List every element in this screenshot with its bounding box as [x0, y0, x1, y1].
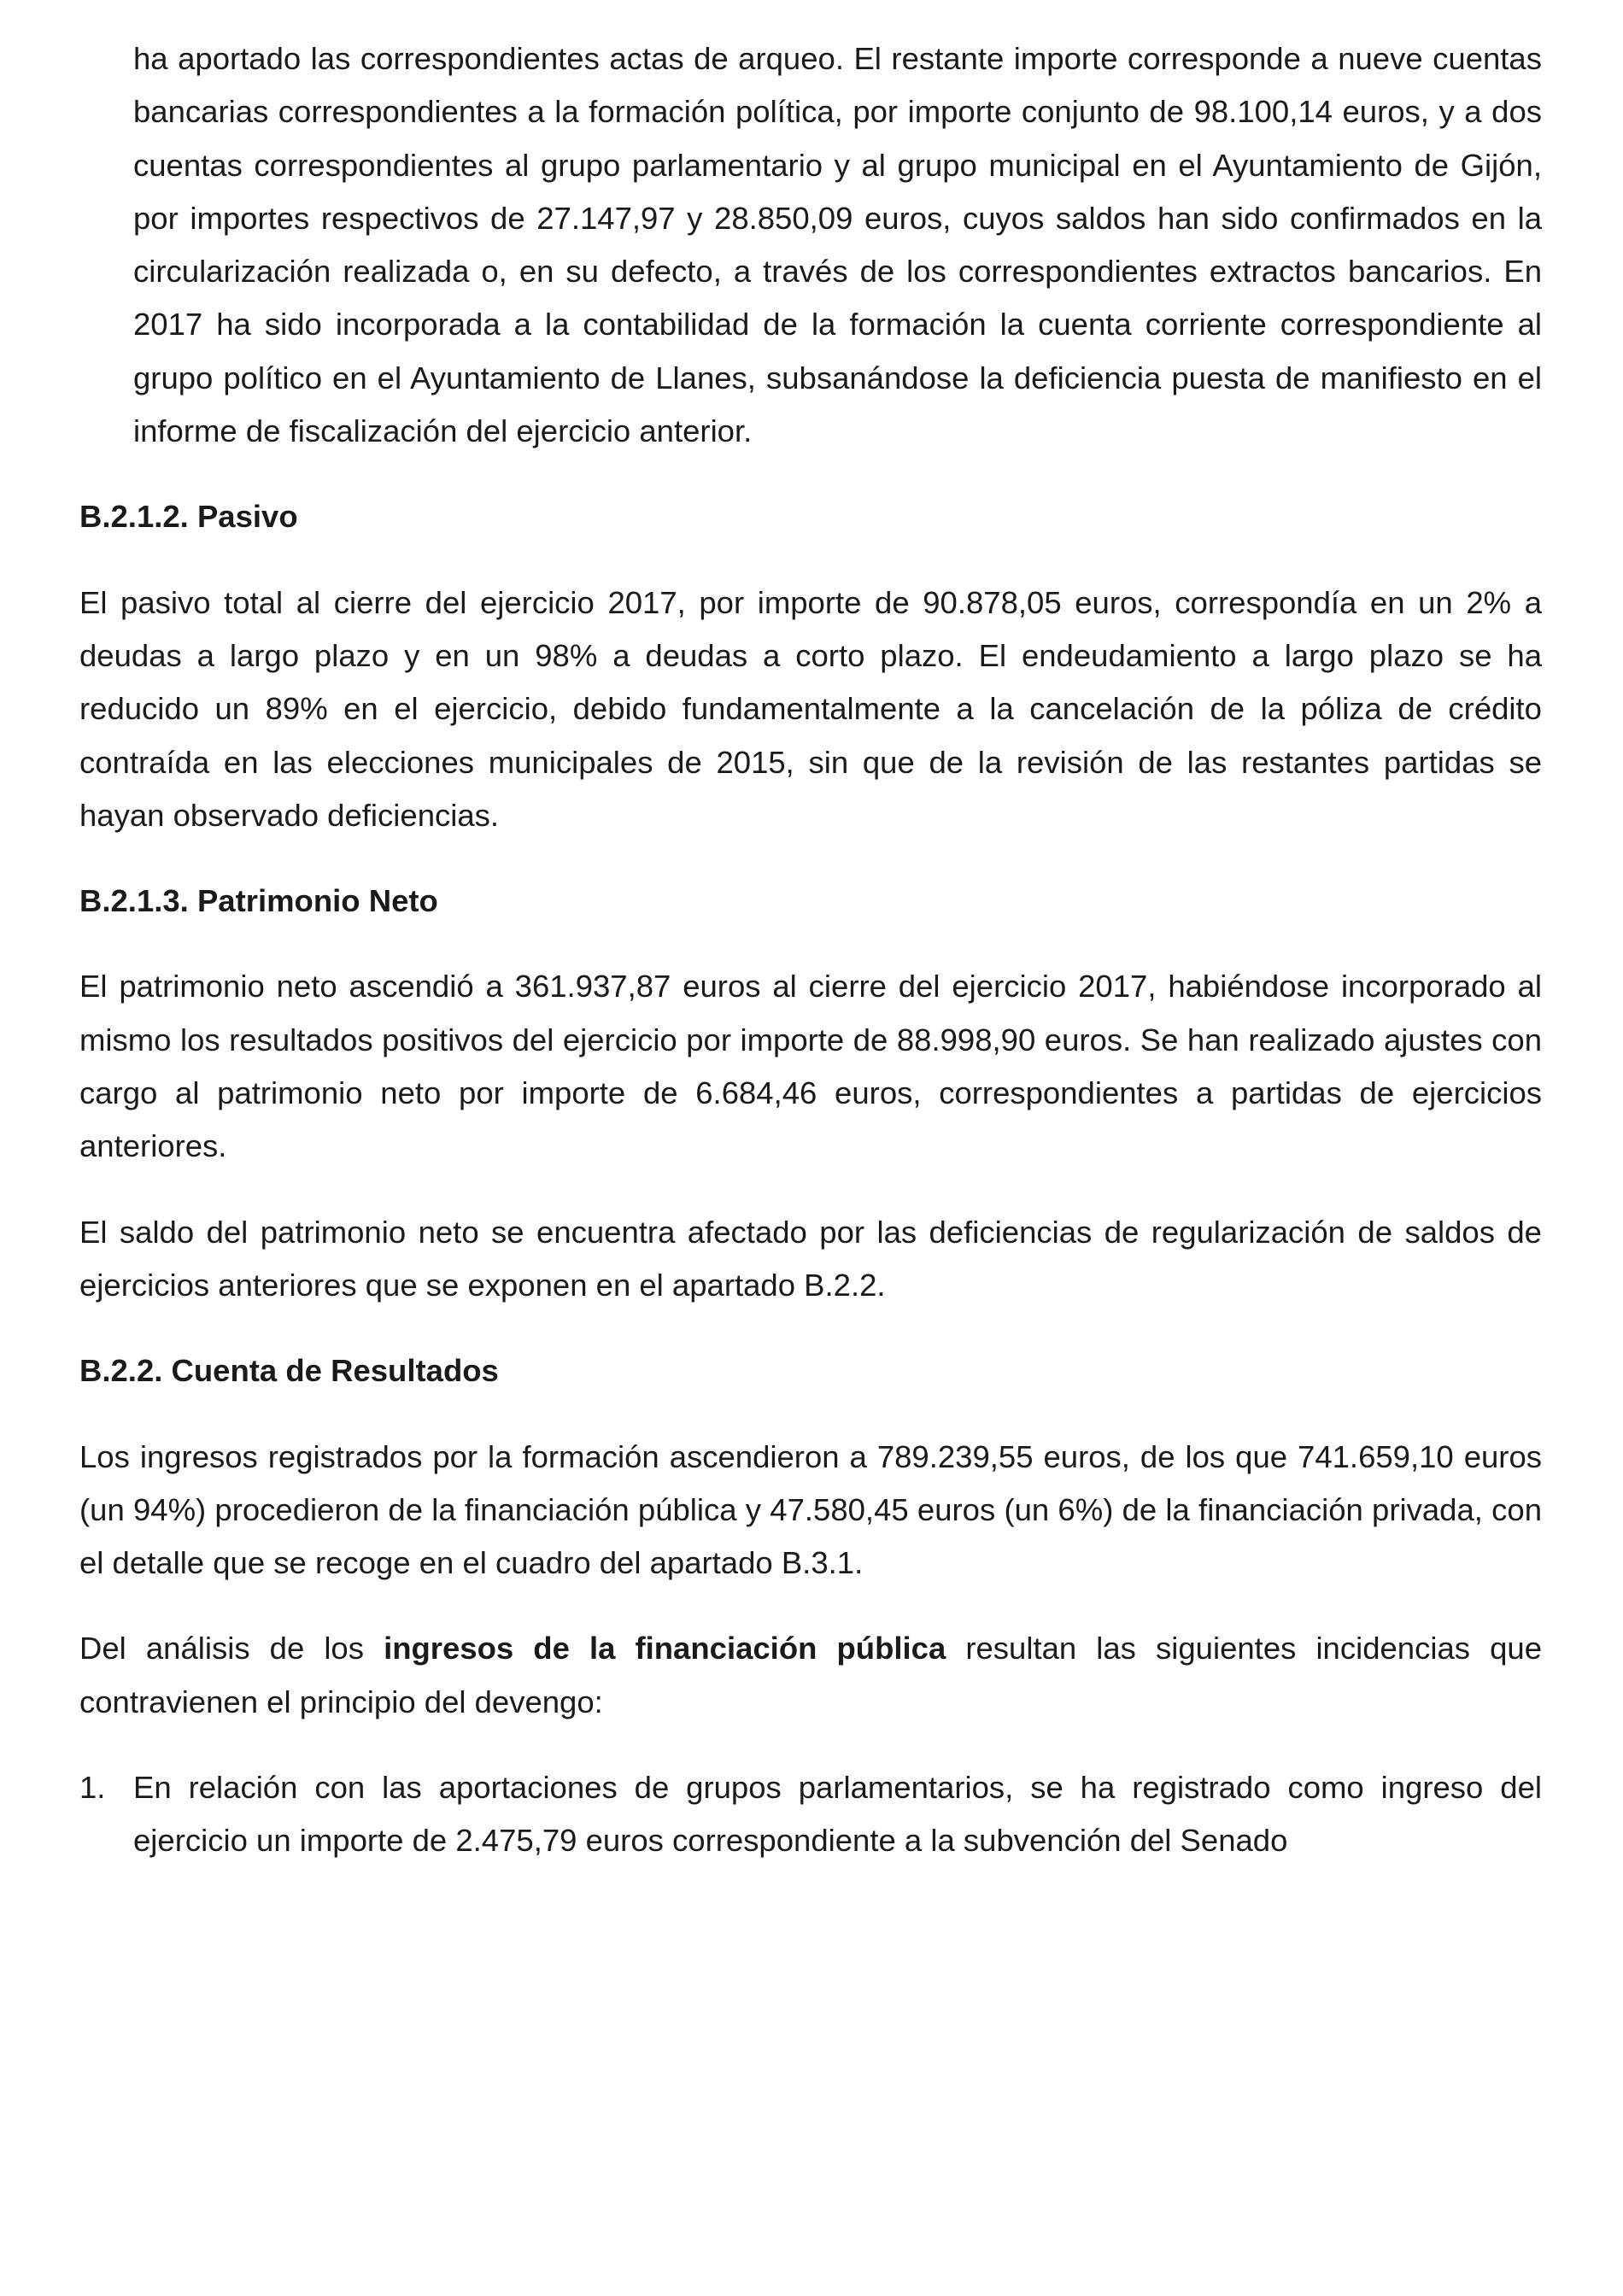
- heading-pasivo: B.2.1.2. Pasivo: [79, 499, 298, 535]
- intro-paragraph: ha aportado las correspondientes actas de arqueo. El restante importe corresponde a nueve cuentas bancarias correspondientes a la formación política, por importe conjunto de 98.100,14 euros, y a dos cuentas correspondientes al grupo parlamentario y al grupo municipal en el Ayuntamiento de Gijón, por importes respectivos de 27.147,97 y 28.850,09 euros, cuyos saldos han sido confirmados en la circularización realizada o, en su defecto, a través de los correspondientes extractos bancarios. En 2017 ha sido incorporada a la contabilidad de la formación la cuenta corriente correspondiente al grupo político en el Ayuntamiento de Llanes, subsanándose la deficiencia puesta de manifiesto en el informe de fiscalización del ejercicio anterior.: [133, 41, 1542, 449]
- list-item-text: En relación con las aportaciones de grupos parlamentarios, se ha registrado como ingreso del ejercicio un importe de 2.475,79 euros correspondiente a la subvención del Senado: [133, 1770, 1542, 1859]
- heading-patrimonio-neto: B.2.1.3. Patrimonio Neto: [79, 883, 438, 919]
- list-item-number: 1.: [79, 1770, 106, 1806]
- paragraph-pasivo: El pasivo total al cierre del ejercicio 2017, por importe de 90.878,05 euros, correspondía en un 2% a deudas a largo plazo y en un 98% a deudas a corto plazo. El endeudamiento a largo plazo se ha reducido un 89% en el ejercicio, debido fundamentalmente a la cancelación de la póliza de crédito contraída en las elecciones municipales de 2015, sin que de la revisión de las restantes partidas se hayan observado deficiencias.: [79, 584, 1542, 833]
- paragraph-patrimonio-neto-1: El patrimonio neto ascendió a 361.937,87 euros al cierre del ejercicio 2017, habiéndose incorporado al mismo los resultados positivos del ejercicio por importe de 88.998,90 euros. Se han realizado ajustes con cargo al patrimonio neto por importe de 6.684,46 euros, correspondientes a partidas de ejercicios anteriores.: [79, 969, 1542, 1164]
- list-item: [79, 1761, 1542, 1868]
- document-page: [79, 32, 1542, 1868]
- paragraph-resultados-1: Los ingresos registrados por la formación ascendieron a 789.239,55 euros, de los que 741.659,10 euros (un 94%) procedieron de la financiación pública y 47.580,45 euros (un 6%) de la financiación privada, con el detalle que se recoge en el cuadro del apartado B.3.1.: [79, 1438, 1542, 1581]
- paragraph-resultados-2-pre: Del análisis de los: [79, 1631, 384, 1666]
- paragraph-resultados-2: [79, 1622, 1542, 1729]
- paragraph-resultados-2-post: resultan las siguientes incidencias que contravienen el principio del devengo:: [79, 1631, 1542, 1719]
- heading-cuenta-resultados: B.2.2. Cuenta de Resultados: [79, 1353, 499, 1389]
- emphasis-ingresos-financiacion-publica: ingresos de la financiación pública: [384, 1631, 946, 1666]
- paragraph-patrimonio-neto-2: El saldo del patrimonio neto se encuentra afectado por las deficiencias de regularización de saldos de ejercicios anteriores que se exponen en el apartado B.2.2.: [79, 1214, 1542, 1303]
